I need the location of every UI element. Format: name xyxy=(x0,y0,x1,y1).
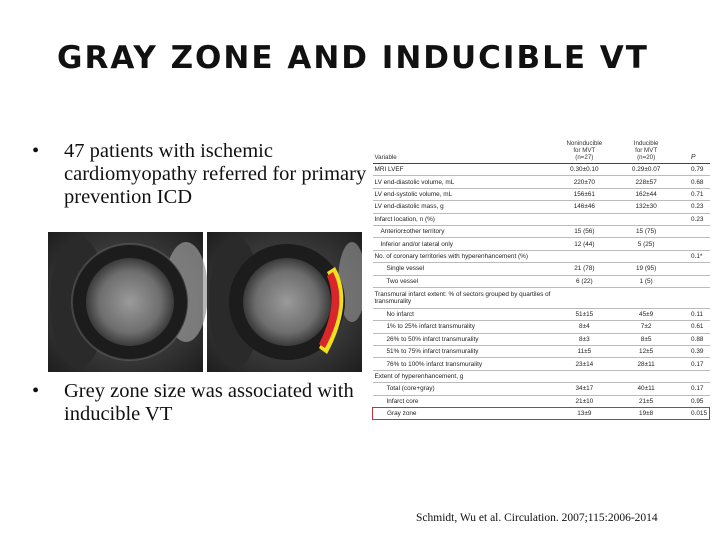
cell-inducible: 162±44 xyxy=(615,188,677,200)
bullet-grey-zone xyxy=(28,380,394,426)
cell-inducible: 0.29±0.07 xyxy=(615,164,677,176)
row-label: Transmural infarct extent: % of sectors grouped by quartiles of transmurality xyxy=(373,287,554,308)
bullet-patients xyxy=(28,140,394,209)
cell-p-value: 0.015 xyxy=(677,408,710,420)
row-label: 76% to 100% infarct transmurality xyxy=(373,358,554,370)
cell-inducible: 28±11 xyxy=(615,358,677,370)
cell-p-value: 0.68 xyxy=(677,176,710,188)
cell-p-value xyxy=(677,275,710,287)
cell-p-value: 0.39 xyxy=(677,346,710,358)
cell-noninducible: 12 (44) xyxy=(553,238,615,250)
cell-noninducible xyxy=(553,287,615,308)
table-row xyxy=(373,188,710,200)
row-label: Single vessel xyxy=(373,263,554,275)
bullet-dot: • xyxy=(32,140,40,162)
bullet-text: 47 patients with ischemic cardiomyopathy referred for primary prevention ICD xyxy=(64,140,367,208)
row-label: Gray zone xyxy=(373,408,554,420)
cell-inducible xyxy=(615,250,677,262)
cell-inducible: 15 (75) xyxy=(615,225,677,237)
cell-noninducible: 23±14 xyxy=(553,358,615,370)
table-row xyxy=(373,275,710,287)
cell-noninducible xyxy=(553,370,615,382)
row-label: 51% to 75% infarct transmurality xyxy=(373,346,554,358)
cell-inducible: 12±5 xyxy=(615,346,677,358)
table-header-row xyxy=(373,140,710,164)
cell-noninducible: 0.30±0.10 xyxy=(553,164,615,176)
cell-inducible: 19±8 xyxy=(615,408,677,420)
header-variable: Variable xyxy=(373,140,554,164)
cell-noninducible: 11±5 xyxy=(553,346,615,358)
table-row xyxy=(373,321,710,333)
cell-inducible: 132±30 xyxy=(615,201,677,213)
table-row xyxy=(373,408,710,420)
cell-inducible: 8±5 xyxy=(615,333,677,345)
cell-p-value xyxy=(677,225,710,237)
row-label: Inferior and/or lateral only xyxy=(373,238,554,250)
table-row xyxy=(373,213,710,225)
cell-inducible xyxy=(615,213,677,225)
table-row xyxy=(373,250,710,262)
table-row xyxy=(373,308,710,320)
header-inducible: Inducible for MVT (n=20) xyxy=(615,140,677,164)
bullet-text: Grey zone size was associated with inducible VT xyxy=(64,380,354,425)
mri-left-panel xyxy=(48,232,208,372)
row-label: Total (core+gray) xyxy=(373,383,554,395)
table-row xyxy=(373,263,710,275)
cell-noninducible: 8±4 xyxy=(553,321,615,333)
cell-p-value xyxy=(677,287,710,308)
row-label: Two vessel xyxy=(373,275,554,287)
row-label: MRI LVEF xyxy=(373,164,554,176)
row-label: Anterior±other territory xyxy=(373,225,554,237)
mri-right-panel xyxy=(207,232,362,372)
cell-noninducible xyxy=(553,213,615,225)
cell-p-value: 0.1* xyxy=(677,250,710,262)
cell-inducible: 45±9 xyxy=(615,308,677,320)
table-row xyxy=(373,358,710,370)
cell-noninducible xyxy=(553,250,615,262)
cell-noninducible: 6 (22) xyxy=(553,275,615,287)
table-row xyxy=(373,333,710,345)
cell-inducible: 1 (5) xyxy=(615,275,677,287)
table-row xyxy=(373,201,710,213)
row-label: Infarct location, n (%) xyxy=(373,213,554,225)
cell-p-value: 0.23 xyxy=(677,201,710,213)
cell-noninducible: 21 (78) xyxy=(553,263,615,275)
row-label: LV end-diastolic mass, g xyxy=(373,201,554,213)
results-table xyxy=(372,140,710,420)
cell-p-value: 0.11 xyxy=(677,308,710,320)
row-label: No. of coronary territories with hyperenhancement (%) xyxy=(373,250,554,262)
cell-p-value: 0.17 xyxy=(677,383,710,395)
table-row xyxy=(373,238,710,250)
cell-inducible: 5 (25) xyxy=(615,238,677,250)
citation: Schmidt, Wu et al. Circulation. 2007;115:2006-2014 xyxy=(416,512,658,524)
cell-noninducible: 8±3 xyxy=(553,333,615,345)
cell-noninducible: 156±61 xyxy=(553,188,615,200)
table-row xyxy=(373,370,710,382)
cell-inducible xyxy=(615,370,677,382)
header-noninducible: Noninducible for MVT (n=27) xyxy=(553,140,615,164)
table-body xyxy=(373,164,710,420)
cell-noninducible: 15 (56) xyxy=(553,225,615,237)
cell-p-value: 0.23 xyxy=(677,213,710,225)
cell-p-value: 0.95 xyxy=(677,395,710,407)
cell-inducible: 40±11 xyxy=(615,383,677,395)
row-label: No infarct xyxy=(373,308,554,320)
cell-noninducible: 21±10 xyxy=(553,395,615,407)
cell-inducible xyxy=(615,287,677,308)
cell-noninducible: 146±46 xyxy=(553,201,615,213)
row-label: 26% to 50% infarct transmurality xyxy=(373,333,554,345)
header-p: P xyxy=(677,140,710,164)
slide-title: GRAY ZONE AND INDUCIBLE VT xyxy=(57,40,649,76)
cell-p-value xyxy=(677,238,710,250)
row-label: Infarct core xyxy=(373,395,554,407)
cell-p-value: 0.88 xyxy=(677,333,710,345)
cell-noninducible: 34±17 xyxy=(553,383,615,395)
cell-inducible: 21±5 xyxy=(615,395,677,407)
cell-p-value: 0.79 xyxy=(677,164,710,176)
bullet-dot: • xyxy=(32,380,40,402)
mri-images xyxy=(48,232,362,372)
table-row xyxy=(373,225,710,237)
table-row xyxy=(373,383,710,395)
table-row xyxy=(373,395,710,407)
cell-p-value: 0.17 xyxy=(677,358,710,370)
cell-inducible: 7±2 xyxy=(615,321,677,333)
cell-p-value xyxy=(677,370,710,382)
row-label: 1% to 25% infarct transmurality xyxy=(373,321,554,333)
cell-p-value: 0.71 xyxy=(677,188,710,200)
cell-inducible: 19 (95) xyxy=(615,263,677,275)
table-row xyxy=(373,164,710,176)
table-row xyxy=(373,346,710,358)
cell-noninducible: 51±15 xyxy=(553,308,615,320)
table-row xyxy=(373,176,710,188)
row-label: Extent of hyperenhancement, g xyxy=(373,370,554,382)
cell-noninducible: 13±9 xyxy=(553,408,615,420)
table-row xyxy=(373,287,710,308)
cell-p-value: 0.61 xyxy=(677,321,710,333)
row-label: LV end-systolic volume, mL xyxy=(373,188,554,200)
row-label: LV end-diastolic volume, mL xyxy=(373,176,554,188)
cell-inducible: 228±57 xyxy=(615,176,677,188)
cell-noninducible: 220±70 xyxy=(553,176,615,188)
cell-p-value xyxy=(677,263,710,275)
